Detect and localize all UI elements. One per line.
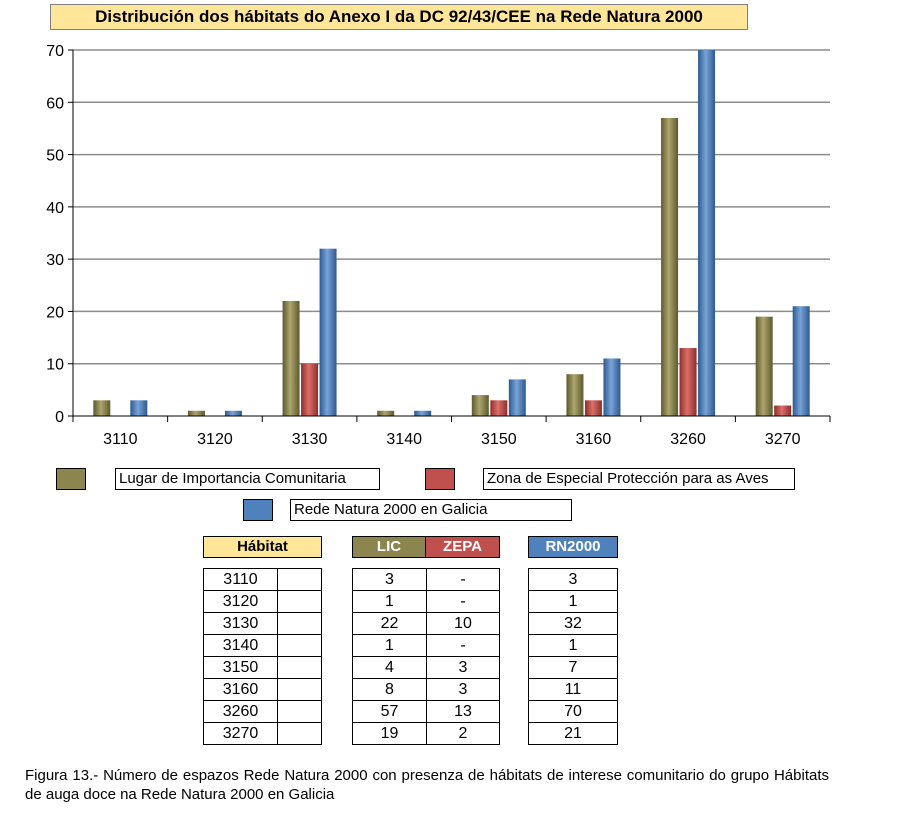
table-row xyxy=(204,613,322,635)
x-tick-label: 3260 xyxy=(670,431,706,448)
habitat-code: 3150 xyxy=(204,657,278,679)
table-header-rn2000: RN2000 xyxy=(528,536,618,558)
lic-value: 57 xyxy=(353,701,427,723)
lic-value: 1 xyxy=(353,591,427,613)
bar-rede-3160 xyxy=(603,358,620,416)
lic-value: 22 xyxy=(353,613,427,635)
table-row xyxy=(204,569,322,591)
table-header-habitat: Hábitat xyxy=(203,536,322,558)
table-row xyxy=(204,657,322,679)
table-row xyxy=(353,679,500,701)
bar-zona-3270 xyxy=(774,406,791,416)
rn2000-value: 70 xyxy=(529,701,618,723)
zepa-value: 3 xyxy=(427,657,500,679)
table-row xyxy=(353,701,500,723)
bar-lugar-3150 xyxy=(472,395,489,416)
zepa-value: 10 xyxy=(427,613,500,635)
habitat-code: 3260 xyxy=(204,701,278,723)
legend-label-zepa: Zona de Especial Protección para as Aves xyxy=(483,468,795,490)
habitat-code: 3160 xyxy=(204,679,278,701)
chart-title: Distribución dos hábitats do Anexo I da DC 92/43/CEE na Rede Natura 2000 xyxy=(50,4,748,30)
habitat-empty-cell xyxy=(278,657,322,679)
habitat-code: 3270 xyxy=(204,723,278,745)
table-row xyxy=(353,657,500,679)
legend-label-lic: Lugar de Importancia Comunitaria xyxy=(115,468,380,490)
x-tick-label: 3270 xyxy=(764,431,801,448)
zepa-value: - xyxy=(427,591,500,613)
table-header-lic: LIC xyxy=(352,536,426,558)
table-row xyxy=(529,613,618,635)
rn2000-value: 1 xyxy=(529,635,618,657)
table-header-zepa: ZEPA xyxy=(425,536,500,558)
habitat-code: 3140 xyxy=(204,635,278,657)
lic-zepa-table xyxy=(352,568,500,745)
table-row xyxy=(529,569,618,591)
habitat-empty-cell xyxy=(278,701,322,723)
table-row xyxy=(529,723,618,745)
rn2000-value: 11 xyxy=(529,679,618,701)
lic-value: 19 xyxy=(353,723,427,745)
bar-zona-3260 xyxy=(680,348,697,416)
lic-value: 3 xyxy=(353,569,427,591)
bar-lugar-3160 xyxy=(566,374,583,416)
x-tick-label: 3120 xyxy=(197,431,233,448)
rn2000-value: 21 xyxy=(529,723,618,745)
legend-swatch-rn2000 xyxy=(243,499,273,521)
zepa-value: - xyxy=(427,635,500,657)
rn2000-table xyxy=(528,568,618,745)
habitat-code: 3120 xyxy=(204,591,278,613)
habitat-table xyxy=(203,568,322,745)
table-row xyxy=(204,679,322,701)
bar-rede-3150 xyxy=(509,379,526,416)
table-row xyxy=(353,569,500,591)
bar-lugar-3130 xyxy=(283,301,300,416)
table-row xyxy=(204,635,322,657)
table-row xyxy=(529,635,618,657)
bar-rede-3130 xyxy=(320,249,337,416)
bar-rede-3260 xyxy=(698,50,715,416)
lic-value: 4 xyxy=(353,657,427,679)
bar-zona-3130 xyxy=(301,364,318,416)
bar-lugar-3140 xyxy=(377,411,394,416)
habitat-empty-cell xyxy=(278,723,322,745)
y-tick-label: 30 xyxy=(46,252,64,270)
table-row xyxy=(529,701,618,723)
habitat-empty-cell xyxy=(278,635,322,657)
habitat-empty-cell xyxy=(278,569,322,591)
zepa-value: - xyxy=(427,569,500,591)
legend-label-rn2000: Rede Natura 2000 en Galicia xyxy=(290,499,572,521)
rn2000-value: 1 xyxy=(529,591,618,613)
bar-lugar-3110 xyxy=(93,400,110,416)
table-row xyxy=(529,657,618,679)
bar-zona-3160 xyxy=(585,400,602,416)
zepa-value: 2 xyxy=(427,723,500,745)
x-tick-label: 3160 xyxy=(575,431,612,448)
y-tick-label: 0 xyxy=(55,409,64,426)
y-tick-label: 50 xyxy=(46,147,64,165)
lic-value: 1 xyxy=(353,635,427,657)
rn2000-value: 32 xyxy=(529,613,618,635)
y-tick-label: 20 xyxy=(46,304,64,322)
habitat-code: 3130 xyxy=(204,613,278,635)
y-tick-label: 60 xyxy=(46,95,64,113)
bar-rede-3120 xyxy=(225,411,242,416)
bar-rede-3140 xyxy=(414,411,431,416)
lic-value: 8 xyxy=(353,679,427,701)
table-row xyxy=(204,591,322,613)
zepa-value: 3 xyxy=(427,679,500,701)
table-row xyxy=(529,591,618,613)
x-tick-label: 3130 xyxy=(291,431,328,448)
table-row xyxy=(353,613,500,635)
table-row xyxy=(204,701,322,723)
table-row xyxy=(204,723,322,745)
bar-zona-3150 xyxy=(490,400,507,416)
legend-swatch-zepa xyxy=(425,468,455,490)
y-tick-label: 10 xyxy=(46,356,64,374)
legend-swatch-lic xyxy=(56,468,86,490)
x-tick-label: 3150 xyxy=(481,431,517,448)
x-tick-label: 3140 xyxy=(386,431,422,448)
bar-lugar-3260 xyxy=(661,118,678,416)
table-row xyxy=(353,635,500,657)
bar-lugar-3270 xyxy=(756,317,773,416)
bar-lugar-3120 xyxy=(188,411,205,416)
figure-caption: Figura 13.- Número de espazos Rede Natura 2000 con presenza de hábitats de interese comunitario do grupo Hábitats de auga doce na Rede Natura 2000 en Galicia xyxy=(25,767,829,803)
habitat-code: 3110 xyxy=(204,569,278,591)
rn2000-value: 3 xyxy=(529,569,618,591)
bar-rede-3270 xyxy=(793,306,810,416)
zepa-value: 13 xyxy=(427,701,500,723)
habitat-empty-cell xyxy=(278,591,322,613)
x-tick-label: 3110 xyxy=(103,431,138,448)
y-tick-label: 70 xyxy=(46,43,64,60)
habitat-empty-cell xyxy=(278,613,322,635)
table-row xyxy=(353,723,500,745)
table-row xyxy=(353,591,500,613)
bar-rede-3110 xyxy=(130,400,147,416)
rn2000-value: 7 xyxy=(529,657,618,679)
y-tick-label: 40 xyxy=(46,199,64,217)
habitat-empty-cell xyxy=(278,679,322,701)
table-row xyxy=(529,679,618,701)
